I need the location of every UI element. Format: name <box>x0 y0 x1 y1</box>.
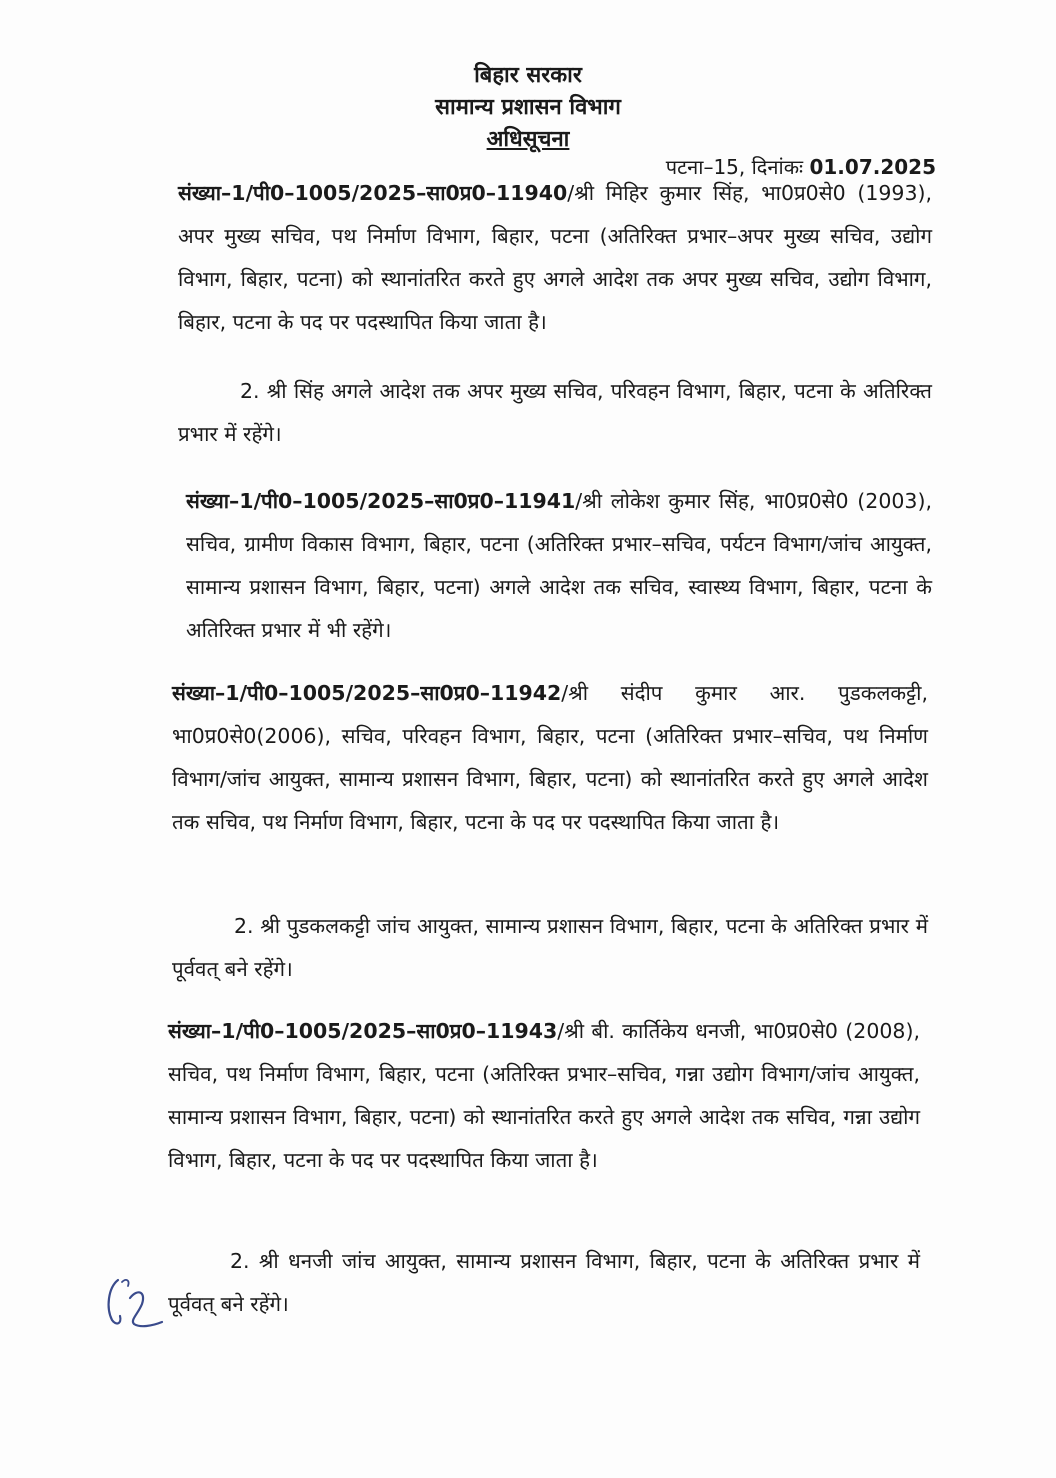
notice-title: अधिसूचना <box>486 127 570 152</box>
order-2-number: संख्या–1/पी0–1005/2025–सा0प्र0–11941 <box>186 489 576 513</box>
order-3-text: /श्री संदीप कुमार आर. पुडकलकट्टी, भा0प्र0से0(2006), सचिव, परिवहन विभाग, बिहार, पटना (अतिरिक्त प्रभार–सचिव, पथ निर्माण विभाग/जांच आयुक्त, सामान्य प्रशासन विभाग, बिहार, पटना) को स्थानांतरित करते हुए अगले आदेश तक सचिव, पथ निर्माण विभाग, बिहार, पटना के पद पर पदस्थापित किया जाता है। <box>172 681 928 834</box>
order-4-subpoint: 2. श्री धनजी जांच आयुक्त, सामान्य प्रशासन विभाग, बिहार, पटना के अतिरिक्त प्रभार में पूर्ववत् बने रहेंगे। <box>168 1249 920 1316</box>
order-4-paragraph <box>168 1010 920 1182</box>
order-4-number: संख्या–1/पी0–1005/2025–सा0प्र0–11943 <box>168 1019 558 1043</box>
order-1-text: /श्री मिहिर कुमार सिंह, भा0प्र0से0 (1993), अपर मुख्य सचिव, पथ निर्माण विभाग, बिहार, पटना (अतिरिक्त प्रभार–अपर मुख्य सचिव, उद्योग विभाग, बिहार, पटना) को स्थानांतरित करते हुए अगले आदेश तक अपर मुख्य सचिव, उद्योग विभाग, बिहार, पटना के पद पर पदस्थापित किया जाता है। <box>178 181 932 334</box>
order-2-text: /श्री लोकेश कुमार सिंह, भा0प्र0से0 (2003), सचिव, ग्रामीण विकास विभाग, बिहार, पटना (अतिरिक्त प्रभार–सचिव, पर्यटन विभाग/जांच आयुक्त, सामान्य प्रशासन विभाग, बिहार, पटना) अगले आदेश तक सचिव, स्वास्थ्य विभाग, बिहार, पटना के अतिरिक्त प्रभार में भी रहेंगे। <box>186 489 932 642</box>
order-1-number: संख्या–1/पी0–1005/2025–सा0प्र0–11940 <box>178 181 568 205</box>
order-1-paragraph <box>178 172 932 344</box>
order-4-text: /श्री बी. कार्तिकेय धनजी, भा0प्र0से0 (2008), सचिव, पथ निर्माण विभाग, बिहार, पटना (अतिरिक्त प्रभार–सचिव, गन्ना उद्योग विभाग/जांच आयुक्त, सामान्य प्रशासन विभाग, बिहार, पटना) को स्थानांतरित करते हुए अगले आदेश तक सचिव, गन्ना उद्योग विभाग, बिहार, पटना के पद पर पदस्थापित किया जाता है। <box>168 1019 920 1172</box>
government-title: बिहार सरकार <box>474 63 582 88</box>
order-2-paragraph <box>186 480 932 652</box>
order-3-number: संख्या–1/पी0–1005/2025–सा0प्र0–11942 <box>172 681 562 705</box>
order-3-subpoint: 2. श्री पुडकलकट्टी जांच आयुक्त, सामान्य प्रशासन विभाग, बिहार, पटना के अतिरिक्त प्रभार में पूर्ववत् बने रहेंगे। <box>172 914 928 981</box>
order-1-subpoint: 2. श्री सिंह अगले आदेश तक अपर मुख्य सचिव, परिवहन विभाग, बिहार, पटना के अतिरिक्त प्रभार में रहेंगे। <box>178 379 932 446</box>
department-title: सामान्य प्रशासन विभाग <box>435 95 621 120</box>
place-label: पटना–15, दिनांकः <box>665 155 810 179</box>
order-3-paragraph <box>172 672 928 844</box>
notice-date: 01.07.2025 <box>809 155 936 179</box>
handwritten-initial-signature <box>100 1268 180 1338</box>
